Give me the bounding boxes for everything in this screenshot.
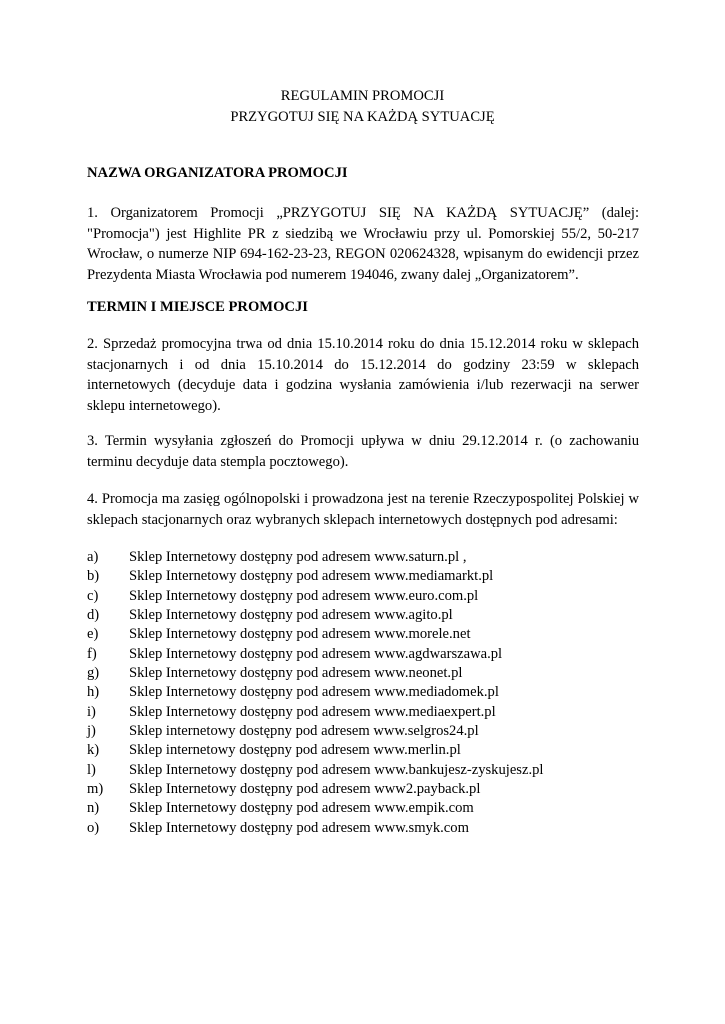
paragraph-line: internetowych (decyduje data i godzina wysłania zamówienia i/lub rezerwacji na serwer [87, 377, 639, 393]
paragraph-line: 1. Organizatorem Promocji „PRZYGOTUJ SIĘ NA KAŻDĄ SYTUACJĘ” (dalej: [87, 205, 639, 221]
list-item-letter: d) [87, 606, 100, 623]
store-list-item [87, 587, 543, 606]
section-heading-term: TERMIN I MIEJSCE PROMOCJI [87, 299, 308, 315]
store-list-item [87, 625, 543, 644]
list-item-text: Sklep Internetowy dostępny pod adresem www.saturn.pl , [129, 549, 467, 565]
list-item-letter: g) [87, 664, 100, 681]
store-list-item [87, 683, 543, 702]
list-item-letter: k) [87, 742, 100, 759]
list-item-text: Sklep Internetowy dostępny pod adresem www2.payback.pl [129, 780, 481, 797]
list-item-text: Sklep Internetowy dostępny pod adresem www.agdwarszawa.pl [129, 645, 503, 662]
title-line-2: PRZYGOTUJ SIĘ NA KAŻDĄ SYTUACJĘ [230, 109, 495, 125]
list-item-text: Sklep Internetowy dostępny pod adresem www.euro.com.pl [129, 587, 479, 604]
store-list-item [87, 819, 543, 838]
store-list-item [87, 548, 543, 567]
paragraph-line: sklepach stacjonarnych oraz wybranych sklepach internetowych dostępnych pod adresami: [87, 511, 618, 528]
paragraph-organizer [87, 203, 639, 285]
list-item-text: Sklep Internetowy dostępny pod adresem www.mediamarkt.pl [129, 568, 494, 585]
list-item-text: Sklep Internetowy dostępny pod adresem www.mediadomek.pl [129, 684, 499, 701]
list-item-letter: c) [87, 587, 99, 604]
store-list-item [87, 703, 543, 722]
list-item-text: Sklep internetowy dostępny pod adresem www.merlin.pl [129, 742, 461, 759]
store-list-item [87, 606, 543, 625]
paragraph-line: Wrocław, o numerze NIP 694-162-23-23, REGON 020624328, wpisanym do ewidencji przez [87, 246, 639, 262]
list-item-letter: b) [87, 568, 100, 585]
store-list-item [87, 799, 543, 818]
store-list-item [87, 761, 543, 780]
list-item-text: Sklep Internetowy dostępny pod adresem www.bankujesz-zyskujesz.pl [129, 761, 544, 778]
paragraph-line: stacjonarnych i od dnia 15.10.2014 do 15.12.2014 do godziny 23:59 w sklepach [87, 356, 639, 373]
list-item-letter: e) [87, 626, 99, 643]
list-item-letter: n) [87, 800, 100, 817]
section-heading-organizer: NAZWA ORGANIZATORA PROMOCJI [87, 165, 348, 181]
store-list-item [87, 722, 543, 741]
paragraph-line: terminu decyduje data stempla pocztowego). [87, 453, 349, 470]
store-list [87, 548, 543, 838]
list-item-letter: j) [87, 722, 96, 739]
paragraph-line: 3. Termin wysyłania zgłoszeń do Promocji upływa w dniu 29.12.2014 r. (o zachowaniu [87, 433, 639, 449]
paragraph-submission-deadline [87, 431, 639, 472]
store-list-item [87, 664, 543, 683]
list-item-letter: a) [87, 549, 99, 565]
document-title [0, 86, 725, 128]
list-item-text: Sklep Internetowy dostępny pod adresem www.empik.com [129, 800, 474, 817]
list-item-text: Sklep Internetowy dostępny pod adresem www.agito.pl [129, 606, 453, 623]
list-item-text: Sklep internetowy dostępny pod adresem www.selgros24.pl [129, 722, 479, 739]
store-list-item [87, 645, 543, 664]
list-item-letter: i) [87, 703, 96, 720]
paragraph-line: 4. Promocja ma zasięg ogólnopolski i prowadzona jest na terenie Rzeczypospolitej Polskiej w [87, 491, 639, 507]
paragraph-line: sklepu internetowego). [87, 397, 221, 414]
list-item-text: Sklep Internetowy dostępny pod adresem www.morele.net [129, 626, 471, 643]
list-item-text: Sklep Internetowy dostępny pod adresem www.mediaexpert.pl [129, 703, 496, 720]
store-list-item [87, 741, 543, 760]
title-line-1: REGULAMIN PROMOCJI [280, 88, 445, 104]
paragraph-line: 2. Sprzedaż promocyjna trwa od dnia 15.10.2014 roku do dnia 15.12.2014 roku w sklepach [87, 336, 639, 352]
paragraph-line: Prezydenta Miasta Wrocławia pod numerem 194046, zwany dalej „Organizatorem”. [87, 266, 579, 283]
list-item-letter: m) [87, 780, 104, 797]
list-item-letter: o) [87, 819, 100, 836]
list-item-text: Sklep Internetowy dostępny pod adresem www.smyk.com [129, 819, 469, 836]
list-item-text: Sklep Internetowy dostępny pod adresem www.neonet.pl [129, 664, 463, 681]
paragraph-scope [87, 489, 639, 530]
list-item-letter: l) [87, 761, 96, 778]
paragraph-sale-period [87, 334, 639, 416]
paragraph-line: "Promocja") jest Highlite PR z siedzibą we Wrocławiu przy ul. Pomorskiej 55/2, 50-217 [87, 225, 639, 242]
store-list-item [87, 567, 543, 586]
list-item-letter: h) [87, 684, 100, 701]
store-list-item [87, 780, 543, 799]
list-item-letter: f) [87, 645, 97, 662]
